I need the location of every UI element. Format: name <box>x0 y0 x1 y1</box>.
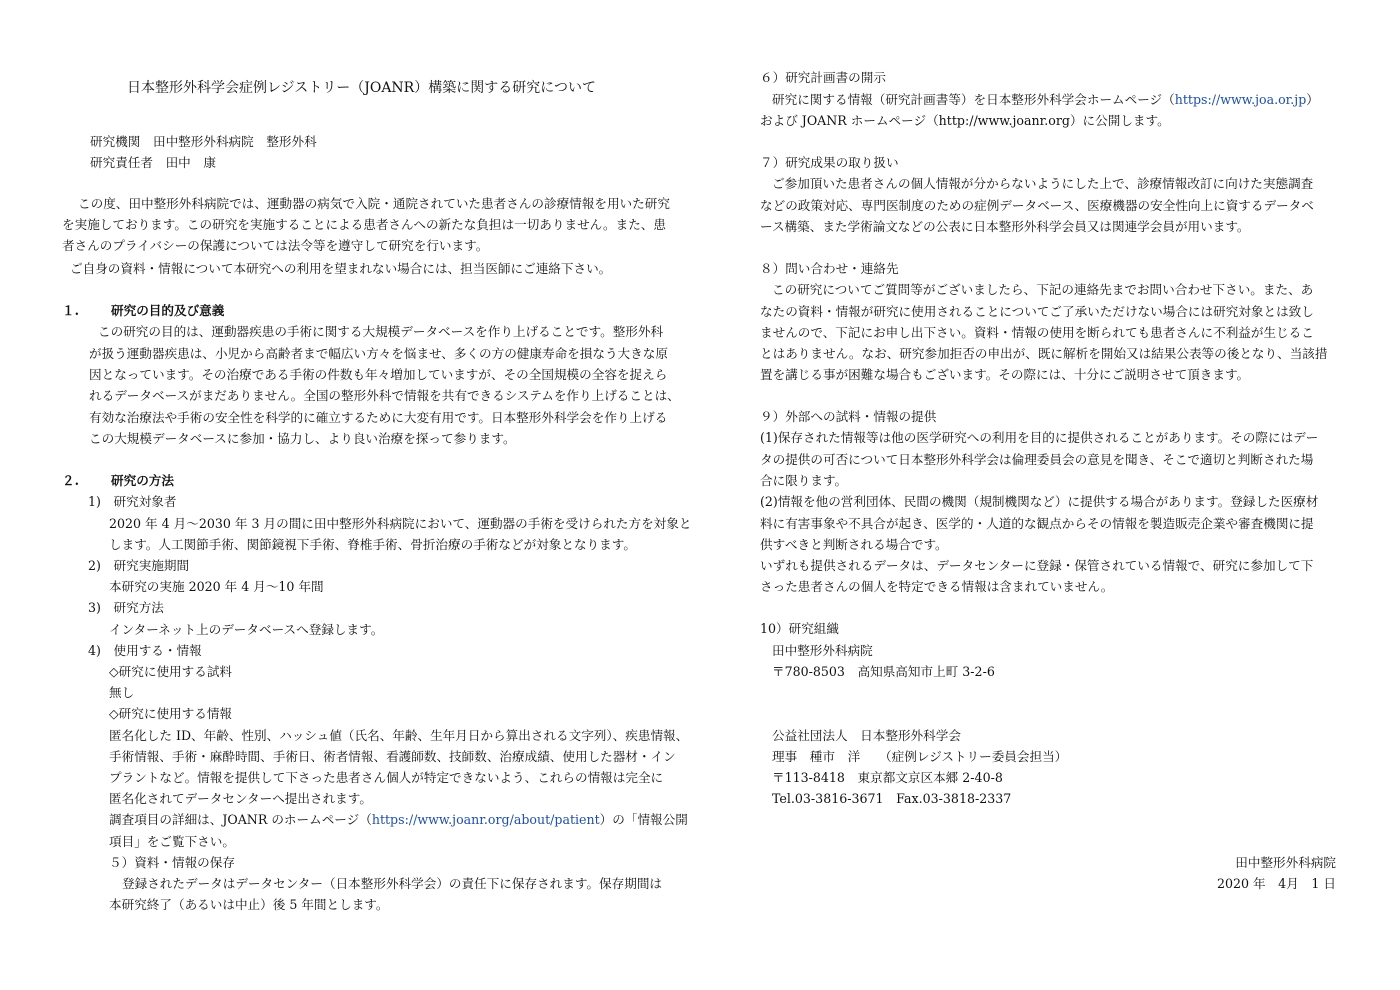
section-9-heading: ９）外部への試料・情報の提供 <box>760 409 937 424</box>
subsection-1-heading: 1) 研究対象者 <box>88 494 177 509</box>
detail-line <box>109 812 688 828</box>
section-8-line: とはありません。なお、研究参加拒否の申出が、既に解析を開始又は結果公表等の後となり、当該措 <box>760 346 1328 361</box>
section-7-line: などの政策対応、専門医制度のための症例データベース、医療機器の安全性向上に資するデータベ <box>760 198 1314 213</box>
detail-text-pre: 調査項目の詳細は、JOANR のホームページ（ <box>109 812 372 827</box>
organization-address: 〒780-8503 高知県高知市上町 3-2-6 <box>772 664 995 679</box>
signature-date: 2020 年 4月 1 日 <box>1216 876 1336 891</box>
section-6-text-post: ） <box>1306 92 1319 107</box>
info-heading: ◇研究に使用する情報 <box>109 706 233 721</box>
detail-text-post: ）の「情報公開 <box>599 812 688 827</box>
section-9-line: 供すべきと判断される場合です。 <box>760 537 948 552</box>
subsection-3-heading: 3) 研究方法 <box>88 600 164 615</box>
document-title: 日本整形外科学会症例レジストリー（JOANR）構築に関する研究について <box>127 80 596 96</box>
section-1-line: 有効な治療法や手術の安全性を科学的に確立するために大変有用です。日本整形外科学会を作り上げる <box>89 410 668 425</box>
association-director: 理事 種市 洋 （症例レジストリー委員会担当） <box>772 749 1068 764</box>
association-address: 〒113-8418 東京都文京区本郷 2-40-8 <box>772 770 1003 785</box>
section-8-line: この研究についてご質問等がございましたら、下記の連絡先までお問い合わせ下さい。また、あ <box>772 282 1314 297</box>
info-line: 匿名化されてデータセンターへ提出されます。 <box>109 791 372 806</box>
association-name: 公益社団法人 日本整形外科学会 <box>772 728 961 743</box>
section-8-line: ませんので、下記にお申し出下さい。資料・情報の使用を断られても患者さんに不利益が生じるこ <box>760 325 1314 340</box>
section-9-line: 合に限ります。 <box>760 473 848 488</box>
joa-link[interactable]: https://www.joa.or.jp <box>1174 92 1307 107</box>
sample-value: 無し <box>109 685 135 700</box>
section-7-line: ース構築、また学術論文などの公表に日本整形外科学会員又は関連学会員が用います。 <box>760 219 1250 234</box>
subsection-3-body: インターネット上のデータベースへ登録します。 <box>109 622 384 637</box>
section-8-line: なたの資料・情報が研究に使用されることについてご了承いただけない場合には研究対象とは致し <box>760 304 1314 319</box>
section-1-line: が扱う運動器疾患は、小児から高齢者まで幅広い方々を悩ませ、多くの方の健康寿命を損なう大きな原 <box>89 346 668 361</box>
subsection-2-body: 本研究の実施 2020 年 4 月～10 年間 <box>109 579 324 594</box>
section-1-title: 研究の目的及び意義 <box>111 303 225 318</box>
section-9-line: (1)保存された情報等は他の医学研究への利用を目的に提供されることがあります。その際にはデー <box>760 430 1319 445</box>
detail-line-2: 項目」をご覧下さい。 <box>109 834 235 849</box>
intro-line: この度、田中整形外科病院では、運動器の病気で入院・通院されていた患者さんの診療情報を用いた研究 <box>78 196 670 211</box>
section-9-line: 料に有害事象や不具合が起き、医学的・人道的な観点からその情報を製造販売企業や審査機関に提 <box>760 516 1314 531</box>
section-9-line: さった患者さんの個人を特定できる情報は含まれていません。 <box>760 579 1114 594</box>
intro-line: を実施しております。この研究を実施することによる患者さんへの新たな負担は一切ありません。また、患 <box>62 217 666 232</box>
section-9-line: タの提供の可否について日本整形外科学会は倫理委員会の意見を聞き、そこで適切と判断された場 <box>760 452 1314 467</box>
research-responsible: 研究責任者 田中 康 <box>90 155 216 170</box>
sample-heading: ◇研究に使用する試料 <box>109 664 233 679</box>
association-contact: Tel.03-3816-3671 Fax.03-3818-2337 <box>772 791 1012 806</box>
intro-line: 者さんのプライバシーの保護については法令等を遵守して研究を行います。 <box>62 238 489 253</box>
info-line: プラントなど。情報を提供して下さった患者さん個人が特定できないよう、これらの情報は完全に <box>109 770 664 785</box>
info-line: 手術情報、手術・麻酔時間、手術日、術者情報、看護師数、技師数、治療成績、使用した器材・イン <box>109 749 676 764</box>
intro-line: ご自身の資料・情報について本研究への利用を望まれない場合には、担当医師にご連絡下さい。 <box>70 261 612 276</box>
section-1-line: れるデータベースがまだありません。全国の整形外科で情報を共有できるシステムを作り上げることは、 <box>89 388 680 403</box>
section-9-line: いずれも提供されるデータは、データセンターに登録・保管されている情報で、研究に参加して下 <box>760 558 1314 573</box>
section-1-line: 因となっています。その治療である手術の件数も年々増加していますが、その全国規模の全容を捉えら <box>89 367 668 382</box>
subsection-1-line: 2020 年 4 月～2030 年 3 月の間に田中整形外科病院において、運動器の手術を受けられた方を対象と <box>109 516 692 531</box>
organization-name: 田中整形外科病院 <box>772 643 873 658</box>
research-institution: 研究機関 田中整形外科病院 整形外科 <box>90 134 317 149</box>
joanr-patient-link[interactable]: https://www.joanr.org/about/patient <box>371 812 600 827</box>
signature-organization: 田中整形外科病院 <box>1235 855 1336 870</box>
subsection-2-heading: 2) 研究実施期間 <box>88 558 190 573</box>
info-line: 匿名化した ID、年齢、性別、ハッシュ値（氏名、年齢、生年月日から算出される文字列）、疾患情報、 <box>109 728 689 743</box>
section-6-heading: ６）研究計画書の開示 <box>760 70 886 85</box>
subsection-5-line: 登録されたデータはデータセンター（日本整形外科学会）の責任下に保存されます。保存期間は <box>122 876 663 891</box>
section-6-line <box>772 92 1319 108</box>
section-6-text-pre: 研究に関する情報（研究計画書等）を日本整形外科学会ホームページ（ <box>772 92 1175 107</box>
section-1-line: この大規模データベースに参加・協力し、より良い治療を探って参ります。 <box>89 431 516 446</box>
subsection-4-heading: 4) 使用する・情報 <box>88 643 202 658</box>
section-9-line: (2)情報を他の営利団体、民間の機関（規制機関など）に提供する場合があります。登録した医療材 <box>760 494 1319 509</box>
section-1-number: １. <box>62 303 79 318</box>
section-8-line: 置を講じる事が困難な場合もございます。その際には、十分にご説明させて頂きます。 <box>760 367 1250 382</box>
section-8-heading: ８）問い合わせ・連絡先 <box>760 261 899 276</box>
section-6-line-2: および JOANR ホームページ（http://www.joanr.org）に公開します。 <box>760 113 1170 128</box>
section-7-heading: ７）研究成果の取り扱い <box>760 155 899 170</box>
section-1-line: この研究の目的は、運動器疾患の手術に関する大規模データベースを作り上げることです。整形外科 <box>98 324 664 339</box>
section-7-line: ご参加頂いた患者さんの個人情報が分からないようにした上で、診療情報改訂に向けた実態調査 <box>772 176 1314 191</box>
subsection-1-line: します。人工関節手術、関節鏡視下手術、脊椎手術、骨折治療の手術などが対象となります。 <box>109 537 636 552</box>
section-2-number: ２. <box>62 473 79 488</box>
section-10-heading: 10）研究組織 <box>760 621 839 636</box>
subsection-5-heading: ５）資料・情報の保存 <box>109 855 235 870</box>
section-2-title: 研究の方法 <box>111 473 174 488</box>
subsection-5-line: 本研究終了（あるいは中止）後 5 年間とします。 <box>109 897 389 912</box>
